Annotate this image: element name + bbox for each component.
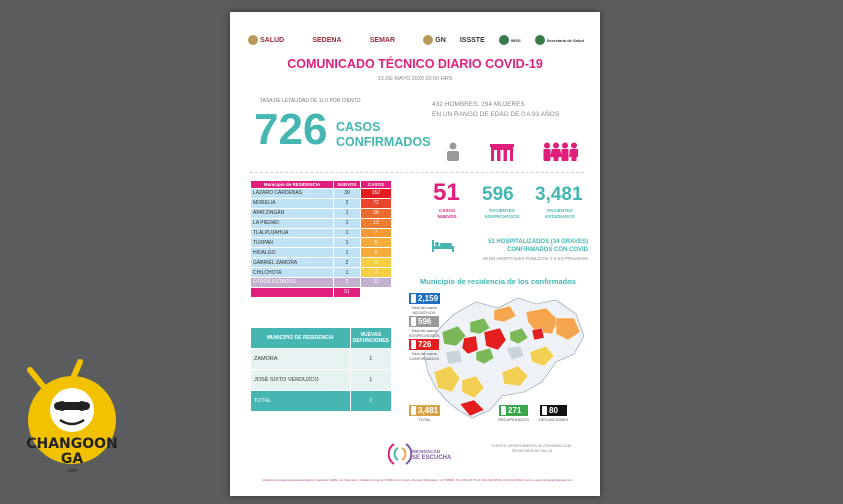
confirmed-label: CASOS CONFIRMADOS [336, 120, 431, 149]
family-icon [542, 142, 578, 162]
table-total-row [251, 287, 392, 297]
source-note: FUENTE: DEPARTAMENTO DE EPIDEMIOLOGÍA, SECRETARÍA DE SALUD [492, 444, 573, 453]
row-municipio: MORELIA [251, 198, 334, 208]
table-row [251, 268, 392, 278]
legend-negative: 2,159 Total de casos NEGATIVOS [408, 292, 441, 315]
hospitalized-info: 51 HOSPITALIZADOS (34 GRAVES) CONFIRMADOS CON COVID [488, 239, 588, 253]
map-title: Municipio de residencia de los confirmados [420, 277, 576, 286]
person-icon [411, 340, 416, 349]
row-nuevos: 1 [334, 208, 361, 218]
watermark-text-1: CHANGOON [26, 436, 118, 452]
footer-address: Unidad de Inteligencia Epidemiológica y Sanitaria (UIES), Av. Francisco I. Madero Poniente N°1081 Col. Centro, Morelia, Michoacán, C.P. 58000. Tel. 443 322 37 00, 443 322 28 00 y 443 311 3002. Correo: uiesmichoacan@gmail.com [262, 478, 572, 482]
hospital-distribution: 49 EN HOSPITALES PÚBLICOS Y 2 EN PRIVADOS [482, 256, 588, 261]
demographics: 432 HOMBRES, 294 MUJERES EN UN RANGO DE EDAD DE 0 A 93 AÑOS [432, 101, 560, 118]
page-title: COMUNICADO TÉCNICO DIARIO COVID-19 [287, 57, 543, 71]
row-nuevos: 1 [334, 228, 361, 238]
row-nuevos: 2 [334, 278, 361, 288]
row-nuevos: 1 [334, 218, 361, 228]
studied-count: 3,481 [535, 184, 583, 205]
legend-confirmed: 726 Total de casos CONFIRMADOS [409, 340, 439, 361]
row-municipio: APATZINGÁN [251, 208, 334, 218]
row-municipio: TUXPAN [251, 238, 334, 248]
table-row [251, 228, 392, 238]
legend-suspected: 596 Total de casos SOSPECHOSOS [408, 317, 440, 338]
person-icon [542, 406, 547, 415]
col-municipio-residencia: MUNICIPIO DE RESIDENCIA [251, 328, 351, 349]
salud-logo: SALUD [248, 35, 284, 45]
row-nuevos: 39 [334, 189, 361, 199]
suspected-count: 596 [482, 184, 514, 205]
michoacan-se-escucha-logo [388, 440, 412, 468]
changoonga-watermark-logo [10, 350, 140, 490]
person-icon [501, 406, 506, 415]
imss-seal-icon [499, 35, 509, 45]
row-casos: 7 [361, 228, 392, 238]
recovered: 271 RECUPERADOS [498, 406, 529, 422]
table-row-other [251, 278, 392, 288]
col-nuevas-defunciones: NUEVAS DEFUNCIONES [350, 328, 391, 349]
campaign-text: MICHOACÁN SE ESCUCHA [412, 449, 452, 461]
person-icon [411, 406, 416, 415]
row-municipio: HIDALGO [251, 248, 334, 258]
row-casos: 72 [361, 198, 392, 208]
bulletin-sheet [230, 12, 600, 496]
watermark-text-2: GA [60, 451, 84, 467]
suspected-label: PACIENTES SOSPECHOSOS [484, 208, 520, 219]
col-casos: CASOS [361, 181, 392, 189]
deaths-table [250, 327, 392, 412]
row-casos: 5 [361, 238, 392, 248]
row-nuevos: 2 [334, 198, 361, 208]
row-nuevos: 1 [334, 248, 361, 258]
gn-seal-icon [423, 35, 433, 45]
row-casos: 5 [361, 248, 392, 258]
table-row [251, 198, 392, 208]
institution-logos [248, 32, 584, 48]
studied-label: PACIENTES ESTUDIADOS [545, 208, 575, 219]
row-nuevos: 1 [334, 268, 361, 278]
table-row [251, 208, 392, 218]
divider [250, 172, 584, 173]
row-municipio: OTROS ESTADOS [251, 278, 334, 288]
row-municipio: CHILCHOTA [251, 268, 334, 278]
person-icon [411, 317, 416, 326]
person-icon [411, 294, 416, 303]
table-total-row: TOTAL 2 [251, 391, 392, 412]
lethality-rate: TASA DE LETALIDAD DE 11.0 POR CIENTO [260, 98, 361, 104]
watermark-text-3: .com [65, 468, 79, 474]
table-row [251, 248, 392, 258]
table-row [251, 189, 392, 199]
secretaria-salud-logo: Secretaría de Salud [535, 35, 584, 45]
report-date: 13 DE MAYO 2020 20:00 HRS [377, 76, 453, 82]
sedena-logo: SEDENA [312, 36, 342, 44]
semar-logo: SEMAR [369, 36, 396, 44]
row-casos: 2 [361, 268, 392, 278]
table-row [251, 238, 392, 248]
table-row: JOSÉ SIXTO VERDUZCO 1 [251, 370, 392, 391]
row-nuevos: 1 [334, 238, 361, 248]
deaths: 80 DEFUNCIONES [539, 406, 569, 422]
row-municipio: GABRIEL ZAMORA [251, 258, 334, 268]
table-row [251, 218, 392, 228]
col-municipio: Municipio de RESIDENCIA [251, 181, 334, 189]
row-casos: 13 [361, 218, 392, 228]
row-casos: 26 [361, 208, 392, 218]
confirmed-count: 726 [254, 105, 328, 154]
table-row: ZAMORA 1 [251, 349, 392, 370]
age-range-icon [490, 142, 514, 162]
row-casos: 2 [361, 258, 392, 268]
row-casos: 32 [361, 278, 392, 288]
row-municipio: LA PIEDAD [251, 218, 334, 228]
row-municipio: LÁZARO CÁRDENAS [251, 189, 334, 199]
person-icon [445, 142, 461, 162]
row-casos: 352 [361, 189, 392, 199]
col-nuevos: NUEVOS [334, 181, 361, 189]
gn-logo: GN [423, 35, 446, 45]
imss-logo: IMSS [499, 35, 521, 45]
total-nuevos: 51 [334, 287, 361, 297]
michoacan-seal-icon [535, 35, 545, 45]
new-cases-count: 51 [433, 179, 460, 206]
seal-icon [248, 35, 258, 45]
row-municipio: TLALPUJAHUA [251, 228, 334, 238]
row-nuevos: 2 [334, 258, 361, 268]
issste-logo: ISSSTE [459, 36, 485, 44]
municipal-cases-table [250, 180, 392, 298]
table-row [251, 258, 392, 268]
total-studied: 3,481 TOTAL [408, 404, 441, 422]
new-cases-label: CASOS NUEVOS [437, 208, 457, 219]
